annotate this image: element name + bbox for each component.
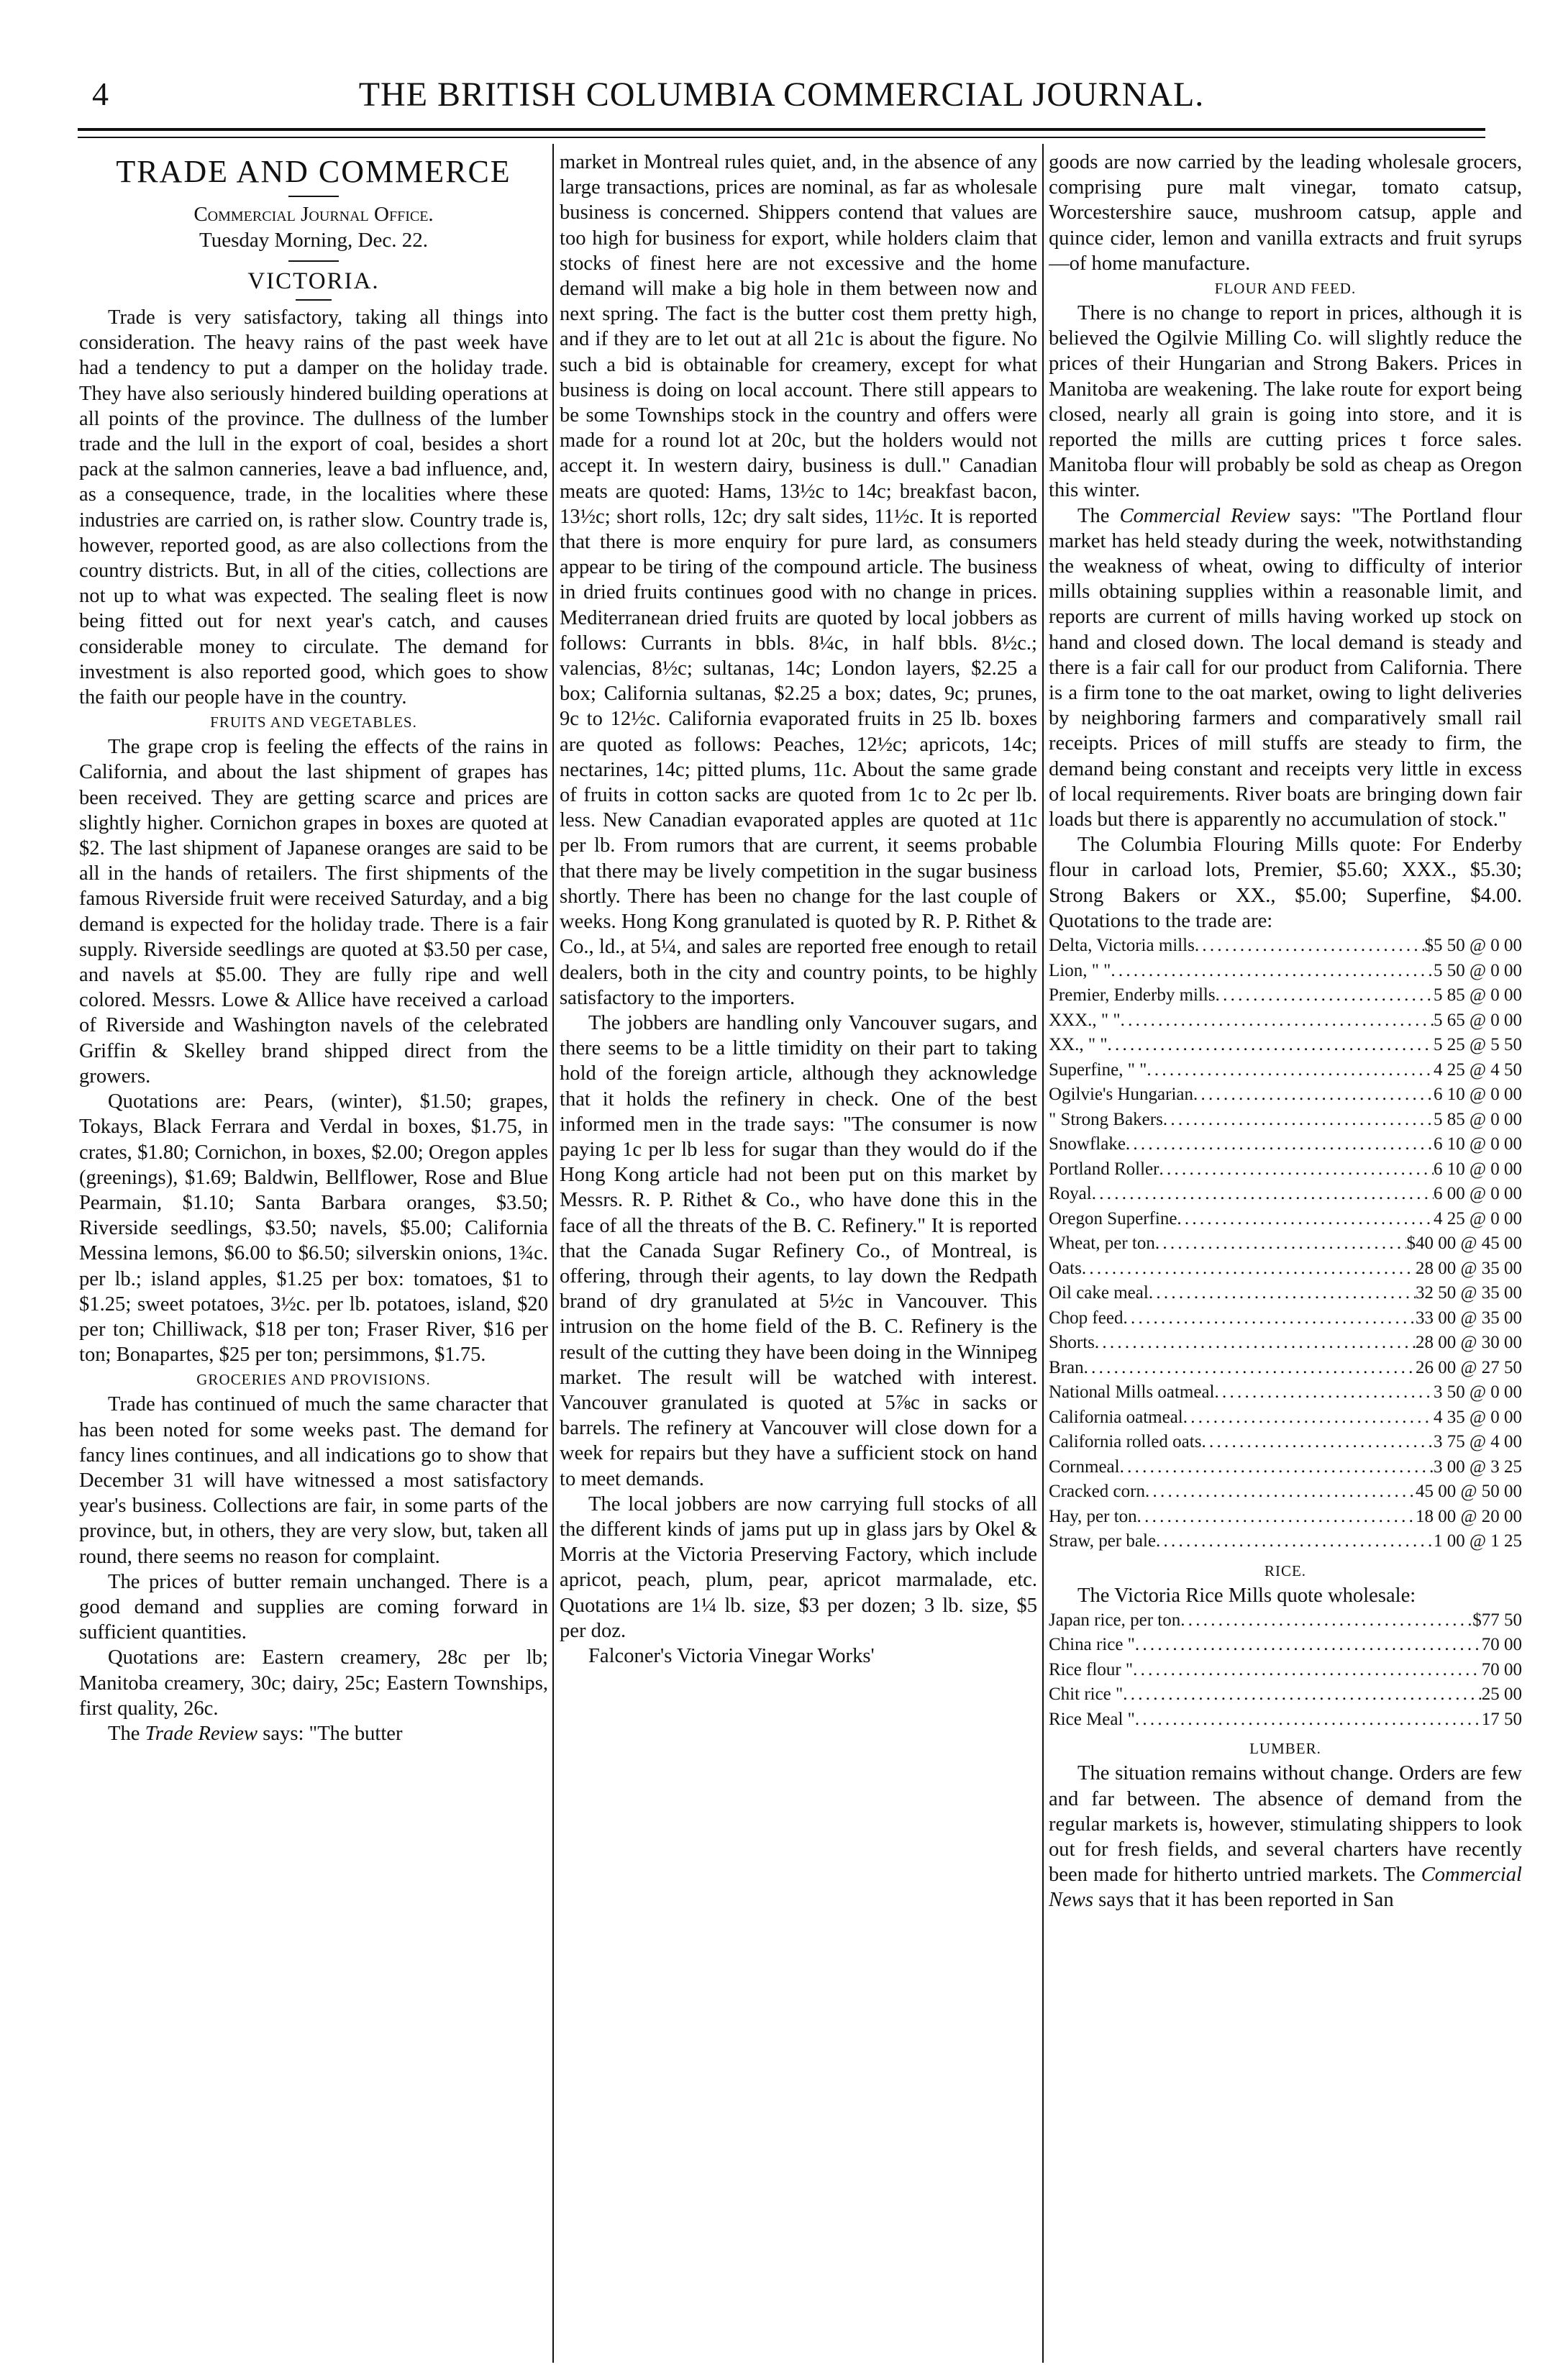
price-value: $5 50 @ 0 00 [1424,936,1522,956]
article-paragraph: Trade is very satisfactory, taking all things into consideration. The heavy rains of the past week have had a tendency to put a damper on the holiday trade. They have also seriously hindered building operations at all points of the province. The dullness of the lumber trade and the lull in the export of coal, besides a short pack at the salmon canneries, leave a bad influence, and, as a consequence, trade, in the localities where these industries are carried on, is rather slow. Country trade is, however, reported good, as are also collections from the country districts. But, in all of the cities, collections are not up to what was expected. The sealing fleet is now being fitted out for next year's catch, and causes considerable money to circulate. The demand for investment is also reported good, which goes to show the faith our people have in the country. [79,306,548,709]
price-item: Rice flour " [1049,1659,1134,1679]
leader-dots [1135,1633,1482,1658]
subheading-flour: FLOUR AND FEED. [1214,280,1357,298]
price-row [1049,1505,1522,1530]
leader-dots [1149,1281,1416,1306]
price-value: 3 75 @ 4 00 [1433,1432,1522,1452]
journal-title: THE BRITISH COLUMBIA COMMERCIAL JOURNAL. [358,76,1205,114]
price-row [1049,1281,1522,1306]
price-item: Cornmeal [1049,1456,1120,1477]
article-paragraph: Quotations are: Pears, (winter), $1.50; grapes, Tokays, Black Ferrara and Verdal in boxes, $1.75, in crates, $1.80; Cornichon, in boxes, $2.00; Oregon apples (greenings), $1.69; Baldwin, Bellflower, Rose and Blue Pearmain, $1.10; Santa Barbara oranges, $3.50; Riverside seedlings, $3.50; navels, $5.00; California Messina lemons, $6.00 to $6.50; silverskin onions, 1¾c. per lb.; island apples, $1.25 per box: tomatoes, $1 to $1.25; sweet potatoes, 3½c. per lb. potatoes, island, $20 per ton; Chilliwack, $18 per ton; Fraser River, $16 per ton; Bonapartes, $25 per ton; persimmons, $1.75. [79,1090,548,1367]
header-rule-thin [78,137,1485,138]
column-2 [560,150,1037,2358]
price-value: 4 25 @ 0 00 [1433,1208,1522,1228]
price-row [1049,1633,1522,1658]
price-row [1049,983,1522,1008]
title-rule [288,196,339,197]
city-heading: VICTORIA. [247,268,380,294]
article-paragraph: There is no change to report in prices, although it is believed the Ogilvie Milling Co. will slightly reduce the prices of their Hungarian and Strong Bakers. Prices in Manitoba are weakening. The lake route for export being closed, nearly all grain is going into store, and it is reported the mills are cutting prices t force sales. Manitoba flour will probably be sold as cheap as Oregon this winter. [1049,302,1522,502]
price-row [1049,1708,1522,1733]
price-row [1049,1331,1522,1356]
price-row [1049,1430,1522,1455]
price-item: Hay, per ton [1049,1506,1137,1526]
price-row [1049,1082,1522,1108]
price-item: Cracked corn [1049,1482,1145,1502]
price-item: China rice " [1049,1635,1135,1655]
price-row [1049,1682,1522,1708]
dateline-rule [288,260,339,262]
leader-dots [1216,983,1434,1008]
price-row [1049,1108,1522,1133]
city-rule [296,299,332,301]
price-item: Superfine, " " [1049,1059,1147,1080]
flour-price-list [1049,934,1522,1554]
price-value: 26 00 @ 27 50 [1415,1357,1522,1377]
price-value: 4 25 @ 4 50 [1433,1059,1522,1080]
price-value: $40 00 @ 45 00 [1406,1234,1522,1254]
price-value: 28 00 @ 35 00 [1415,1258,1522,1278]
price-value: 5 25 @ 5 50 [1433,1035,1522,1055]
header-rule [78,128,1485,131]
price-row [1049,1033,1522,1058]
column-divider [1042,144,1044,2363]
leader-dots [1147,1058,1434,1083]
article-paragraph: The jobbers are handling only Vancouver sugars, and there seems to be a little timidity on their part to taking hold of the foreign article, although they acknowledge that it holds the refinery in check. One of the best informed men in the trade says: "The consumer is now paying 1c per lb less for sugar than they would do if the Hong Kong article had not been put on this market by Messrs. R. P. Rithet & Co., who have done this in the face of all the threats of the B. C. Refinery." It is reported that the Canada Sugar Refinery Co., of Montreal, is offering, through their agents, to lay down the Redpath brand of dry granulated at 5½c in Vancouver. This intrusion on the home field of the B. C. Refinery is the result of the cutting they have been doing in the Winnipeg market. The result will be watched with interest. Vancouver granulated is quoted at 5⅞c in sacks or barrels. The refinery at Vancouver will close down for a week for repairs but they have a sufficient stock on hand to meet demands. [560,1011,1037,1490]
article-paragraph: The Trade Review says: "The butter [108,1722,403,1745]
price-item: " Strong Bakers [1049,1109,1163,1129]
leader-dots [1193,1082,1434,1108]
leader-dots [1092,1182,1434,1207]
article-paragraph: Trade has continued of much the same character that has been noted for some weeks past. The demand for fancy lines continues, and all indications go to show that December 31 will have witnessed a most satisfactory year's business. Collections are fair, in some parts of the province, but, in others, they are very slow, but, taken all round, there seems no reason for complaint. [79,1393,548,1568]
price-item: Straw, per bale [1049,1531,1157,1551]
leader-dots [1126,1132,1434,1157]
price-item: Lion, " " [1049,960,1111,980]
price-row [1049,1157,1522,1182]
price-value: 28 00 @ 30 00 [1415,1333,1522,1353]
price-item: Shorts [1049,1333,1095,1353]
price-item: National Mills oatmeal [1049,1382,1215,1403]
price-value: 1 00 @ 1 25 [1433,1531,1522,1551]
price-row [1049,1455,1522,1480]
leader-dots [1121,1008,1434,1034]
leader-dots [1095,1331,1416,1356]
leader-dots [1180,1608,1472,1633]
subheading-rice: RICE. [1264,1561,1307,1579]
price-value: 6 10 @ 0 00 [1433,1159,1522,1179]
price-item: Portland Roller [1049,1159,1159,1179]
article-paragraph: Falconer's Victoria Vinegar Works' [588,1644,875,1667]
leader-dots [1111,959,1434,984]
leader-dots [1120,1455,1434,1480]
leader-dots [1195,934,1425,959]
office-line: Commercial Journal Office. [193,203,434,226]
price-value: 25 00 [1481,1684,1522,1705]
price-row [1049,959,1522,984]
column-divider [552,144,554,2363]
price-row [1049,1380,1522,1405]
price-value: 32 50 @ 35 00 [1415,1283,1522,1303]
price-item: Premier, Enderby mills [1049,985,1216,1006]
price-value: 5 65 @ 0 00 [1433,1010,1522,1030]
price-value: 18 00 @ 20 00 [1415,1506,1522,1526]
price-row [1049,1608,1522,1633]
price-value: 6 00 @ 0 00 [1433,1184,1522,1204]
price-row [1049,1058,1522,1083]
price-row [1049,1257,1522,1282]
price-item: Wheat, per ton [1049,1234,1155,1254]
dateline: Tuesday Morning, Dec. 22. [199,229,428,252]
leader-dots [1156,1529,1434,1554]
price-item: Rice Meal " [1049,1709,1135,1729]
price-value: 6 10 @ 0 00 [1433,1085,1522,1105]
leader-dots [1135,1708,1482,1733]
leader-dots [1137,1505,1416,1530]
article-paragraph: The situation remains without change. Orders are few and far between. The absence of demand from the regular markets is, however, stimulating shippers to look out for fresh fields, and several charters have recently been made for hitherto untried markets. The Commercial News says that it has been reported in San [1049,1762,1522,1912]
price-value: 70 00 [1481,1659,1522,1679]
leader-dots [1123,1306,1416,1331]
leader-dots [1155,1231,1407,1257]
price-value: 70 00 [1481,1635,1522,1655]
price-row [1049,1658,1522,1683]
price-row [1049,934,1522,959]
leader-dots [1108,1033,1434,1058]
price-value: 17 50 [1481,1709,1522,1729]
leader-dots [1177,1207,1434,1232]
price-value: 5 85 @ 0 00 [1433,985,1522,1006]
price-item: Delta, Victoria mills [1049,936,1195,956]
price-row [1049,1132,1522,1157]
price-item: Chop feed [1049,1308,1124,1328]
leader-dots [1183,1405,1434,1431]
rice-price-list [1049,1608,1522,1733]
price-row [1049,1182,1522,1207]
price-item: California oatmeal [1049,1407,1183,1427]
price-item: Chit rice " [1049,1684,1124,1705]
price-item: XX., " " [1049,1035,1108,1055]
price-item: Bran [1049,1357,1084,1377]
article-paragraph: The grape crop is feeling the effects of the rains in California, and about the last shipment of grapes has been received. They are getting scarce and prices are slightly higher. Cornichon grapes in boxes are quoted at $2. The last shipment of Japanese oranges are said to be all in the hands of retailers. The first shipments of the famous Riverside fruit were received Saturday, and a big demand is expected for the holiday trade. There is a fair supply. Riverside seedlings are quoted at $3.50 per case, and navels at $5.00. They are fully ripe and well colored. Messrs. Lowe & Allice have received a carload of Riverside and Washington navels of the celebrated Griffin & Skelley brand shipped direct from the growers. [79,736,548,1088]
leader-dots [1133,1658,1482,1683]
subheading-groceries: GROCERIES AND PROVISIONS. [196,1371,431,1389]
leader-dots [1082,1257,1416,1282]
price-item: Oregon Superfine [1049,1208,1177,1228]
leader-dots [1145,1479,1416,1505]
price-item: Snowflake [1049,1134,1126,1154]
price-value: 33 00 @ 35 00 [1415,1308,1522,1328]
price-item: XXX., " " [1049,1010,1121,1030]
article-paragraph: market in Montreal rules quiet, and, in the absence of any large transactions, prices are nominal, as far as wholesale business is concerned. Shippers contend that values are too high for business for export, while holders claim that stocks of finest here are not excessive and the home demand will make a big hole in them between now and next spring. The fact is the butter cost them pretty high, and if they are to let out at all 21c is about the figure. No such a bid is obtainable for creamery, except for what business is doing on local account. There still appears to be some Townships stock in the country and offers were made for a round lot at 20c, but the holders would not accept it. In western dairy, business is dull." Canadian meats are quoted: Hams, 13½c to 14c; breakfast bacon, 13½c; short rolls, 12c; dry salt sides, 11½c. It is reported that there is more enquiry for pure lard, as consumers appear to be tiring of the compound article. The business in dried fruits continues good with no change in prices. Mediterranean dried fruits are quoted by local jobbers as follows: Currants in bbls. 8¼c, in half bbls. 8½c.; valencias, 8½c; sultanas, 14c; London layers, $2.25 a box; California sultanas, $2.25 a box; dates, 9c; prunes, 9c to 12½c. California evaporated fruits in 25 lb. boxes are quoted as follows: Peaches, 12½c; apricots, 14c; nectarines, 14c; pitted plums, 11c. About the same grade of fruits in cotton sacks are quoted from 1c to 2c per lb. less. New Canadian evaporated apples are quoted at 11c per lb. From rumors that are current, it seems probable that there may be lively competition in the sugar business shortly. There has been no change for the last couple of weeks. Hong Kong granulated is quoted by R. P. Rithet & Co., ld., at 5¼, and sales are reported free enough to retail dealers, both in the city and country points, to be highly satisfactory to the importers. [560,151,1037,1009]
price-row [1049,1207,1522,1232]
article-paragraph: The local jobbers are now carrying full stocks of all the different kinds of jams put up in glass jars by Okel & Morris at the Victoria Preserving Factory, which include apricot, peach, plum, pear, apricot marmalade, etc. Quotations are 1¼ lb. size, $3 per dozen; 3 lb. size, $5 per doz. [560,1492,1037,1642]
price-item: California rolled oats [1049,1432,1202,1452]
price-row [1049,1356,1522,1381]
publication-name: Commercial Review [1119,504,1290,527]
price-row [1049,1306,1522,1331]
price-value: $77 50 [1472,1610,1522,1630]
price-value: 4 35 @ 0 00 [1433,1407,1522,1427]
leader-dots [1163,1108,1434,1133]
section-title: TRADE AND COMMERCE [116,154,511,189]
article-paragraph: Quotations are: Eastern creamery, 28c per lb; Manitoba creamery, 30c; dairy, 25c; Eastern Townships, first quality, 26c. [79,1646,548,1720]
column-3 [1049,150,1522,2358]
price-item: Oats [1049,1258,1082,1278]
article-paragraph: goods are now carried by the leading wholesale grocers, comprising pure malt vinegar, tomato catsup, Worcestershire sauce, mushroom catsup, apple and quince cider, lemon and vanilla extracts and fruit syrups—of home manufacture. [1049,151,1522,275]
page-number: 4 [92,76,109,112]
article-paragraph: The prices of butter remain unchanged. There is a good demand and supplies are coming forward in sufficient quantities. [79,1570,548,1644]
publication-name: Trade Review [145,1722,258,1745]
subheading-fruits: FRUITS AND VEGETABLES. [210,713,417,731]
price-value: 5 50 @ 0 00 [1433,960,1522,980]
column-1 [79,150,548,2358]
leader-dots [1084,1356,1416,1381]
price-row [1049,1405,1522,1431]
price-row [1049,1479,1522,1505]
price-item: Ogilvie's Hungarian [1049,1085,1193,1105]
price-value: 5 85 @ 0 00 [1433,1109,1522,1129]
leader-dots [1159,1157,1434,1182]
price-value: 3 50 @ 0 00 [1433,1382,1522,1403]
price-value: 45 00 @ 50 00 [1415,1482,1522,1502]
price-item: Oil cake meal [1049,1283,1149,1303]
article-paragraph: The Columbia Flouring Mills quote: For Enderby flour in carload lots, Premier, $5.60; XXX., $5.30; Strong Bakers or XX., $5.00; Superfine, $4.00. Quotations to the trade are: [1049,834,1522,932]
price-row [1049,1231,1522,1257]
price-item: Royal [1049,1184,1092,1204]
leader-dots [1215,1380,1434,1405]
leader-dots [1201,1430,1434,1455]
price-row [1049,1008,1522,1034]
publication-name: Commercial News [1049,1864,1522,1912]
price-value: 6 10 @ 0 00 [1433,1134,1522,1154]
subheading-lumber: LUMBER. [1249,1740,1321,1758]
leader-dots [1123,1682,1482,1708]
price-value: 3 00 @ 3 25 [1433,1456,1522,1477]
price-row [1049,1529,1522,1554]
article-paragraph: The Commercial Review says: "The Portland flour market has held steady during the week, notwithstanding the weakness of wheat, owing to difficulty of interior mills obtaining supplies within a reasonable limit, and reports are current of mills having worked up stock on hand and closed down. The local demand is steady and there is a fair call for our product from California. There is a firm tone to the oat market, owing to light deliveries by neighboring farmers and comparatively small rail receipts. Prices of mill stuffs are steady to firm, the demand being constant and receipts very little in excess of local requirements. River boats are bringing down fair loads but there is apparently no accumulation of stock." [1049,504,1522,831]
price-item: Japan rice, per ton [1049,1610,1181,1630]
article-paragraph: The Victoria Rice Mills quote wholesale: [1077,1584,1416,1607]
